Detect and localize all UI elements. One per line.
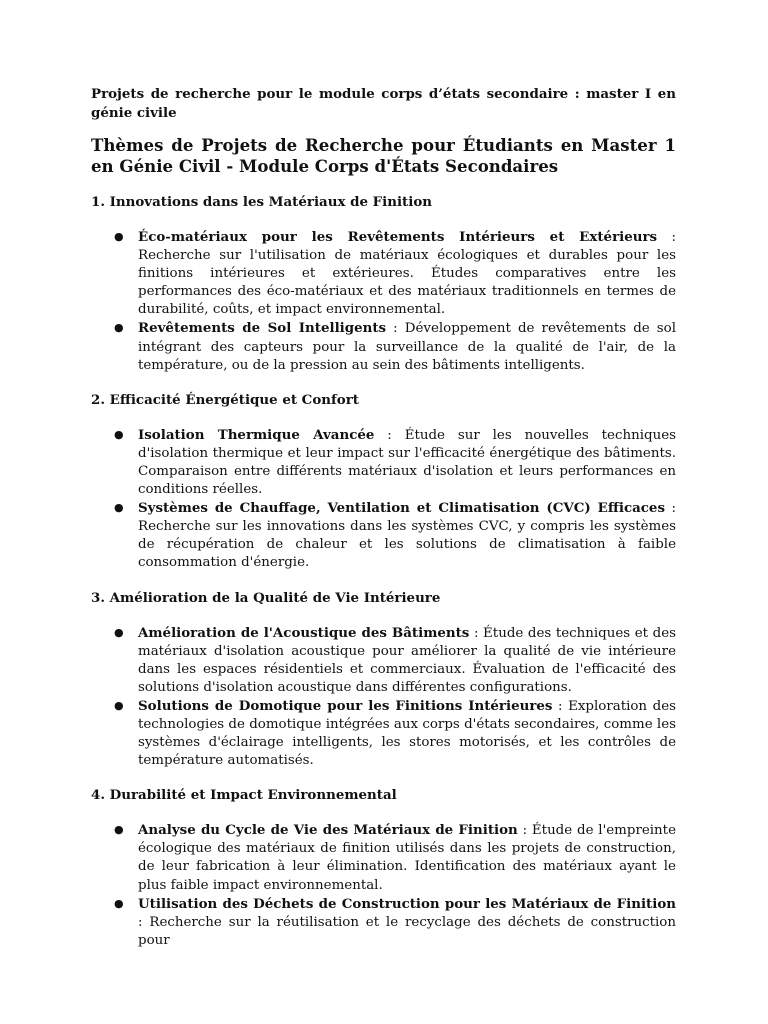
list-item <box>114 426 676 499</box>
bullet-icon: ● <box>114 501 124 515</box>
list-item <box>114 228 676 319</box>
bullet-icon: ● <box>114 823 124 837</box>
list-item <box>114 895 676 950</box>
bullet-icon: ● <box>114 625 124 639</box>
section-heading: 4. Durabilité et Impact Environnemental <box>91 787 397 804</box>
list-item <box>114 624 677 697</box>
list-item <box>114 499 676 572</box>
list-item-title: Systèmes de Chauffage, Ventilation et Climatisation (CVC) Efficaces <box>138 500 665 517</box>
list-item-title: Solutions de Domotique pour les Finitions Intérieures <box>138 697 553 714</box>
list-item-text: : Développement de revêtements de sol intégrant des capteurs pour la surveillance de la qualité de l'air, de la température, ou de la pression au sein des bâtiments intelligents. <box>138 321 676 373</box>
bullet-list <box>91 821 676 950</box>
bullet-icon: ● <box>114 427 124 441</box>
bullet-icon: ● <box>114 698 124 712</box>
bullet-list <box>91 228 676 375</box>
bullet-icon: ● <box>114 230 124 243</box>
document-header-line: Projets de recherche pour le module corps d’états secondaire : master I en génie civile <box>91 86 676 121</box>
section-heading: 1. Innovations dans les Matériaux de Finition <box>91 194 432 210</box>
list-item-text: : Étude des techniques et des matériaux d'isolation acoustique pour améliorer la qualité de vie intérieure dans les espaces résidentiels et commerciaux. Évaluation de l'efficacité des solutions d'isolation acoustique dans différentes configurations. <box>138 625 677 695</box>
list-item-title: Éco-matériaux pour les Revêtements Intérieurs et Extérieurs <box>138 229 658 245</box>
list-item-text: : Étude sur les nouvelles techniques d'isolation thermique et leur impact sur l'efficacité énergétique des bâtiments. Comparaison entre différents matériaux d'isolation et leurs performances en conditions réelles. <box>138 427 676 498</box>
list-item-text: : Recherche sur les innovations dans les systèmes CVC, y compris les systèmes de récupération de chaleur et les solutions de climatisation à faible consommation d'énergie. <box>138 501 676 571</box>
section-energy-efficiency <box>91 391 676 573</box>
bullet-icon: ● <box>114 896 124 910</box>
section-heading: 2. Efficacité Énergétique et Confort <box>91 391 359 408</box>
list-item-text: : Étude de l'empreinte écologique des matériaux de finition utilisés dans les projets de construction, de leur fabrication à leur élimination. Identification des matériaux ayant le plus faible impact environnemental. <box>138 823 676 893</box>
section-indoor-quality <box>91 589 676 771</box>
section-heading: 3. Amélioration de la Qualité de Vie Intérieure <box>91 589 441 606</box>
list-item <box>114 319 676 374</box>
list-item-text: : Recherche sur la réutilisation et le recyclage des déchets de construction pour <box>138 914 676 948</box>
bullet-list <box>91 426 676 573</box>
section-sustainability <box>91 786 676 950</box>
list-item-title: Isolation Thermique Avancée <box>138 426 375 443</box>
list-item-title: Analyse du Cycle de Vie des Matériaux de Finition <box>138 822 518 839</box>
list-item-title: Utilisation des Déchets de Construction pour les Matériaux de Finition <box>138 895 676 912</box>
list-item-text: : Recherche sur l'utilisation de matériaux écologiques et durables pour les finitions intérieures et extérieures. Études comparatives entre les performances des éco-matériaux et des matériaux traditionnels en termes de durabilité, coûts, et impact environnemental. <box>138 230 676 318</box>
list-item <box>114 821 676 894</box>
list-item <box>114 697 676 770</box>
list-item-title: Amélioration de l'Acoustique des Bâtiments <box>138 624 470 641</box>
section-materials-innovation <box>91 193 676 375</box>
list-item-title: Revêtements de Sol Intelligents <box>138 320 387 337</box>
bullet-list <box>91 624 676 771</box>
bullet-icon: ● <box>114 321 124 335</box>
list-item-text: : Exploration des technologies de domotique intégrées aux corps d'états secondaires, comme les systèmes d'éclairage intelligents, les stores motorisés, et les contrôles de température automatisés. <box>138 698 676 769</box>
document-title: Thèmes de Projets de Recherche pour Étudiants en Master 1 en Génie Civil - Module Corps d'États Secondaires <box>91 135 676 176</box>
